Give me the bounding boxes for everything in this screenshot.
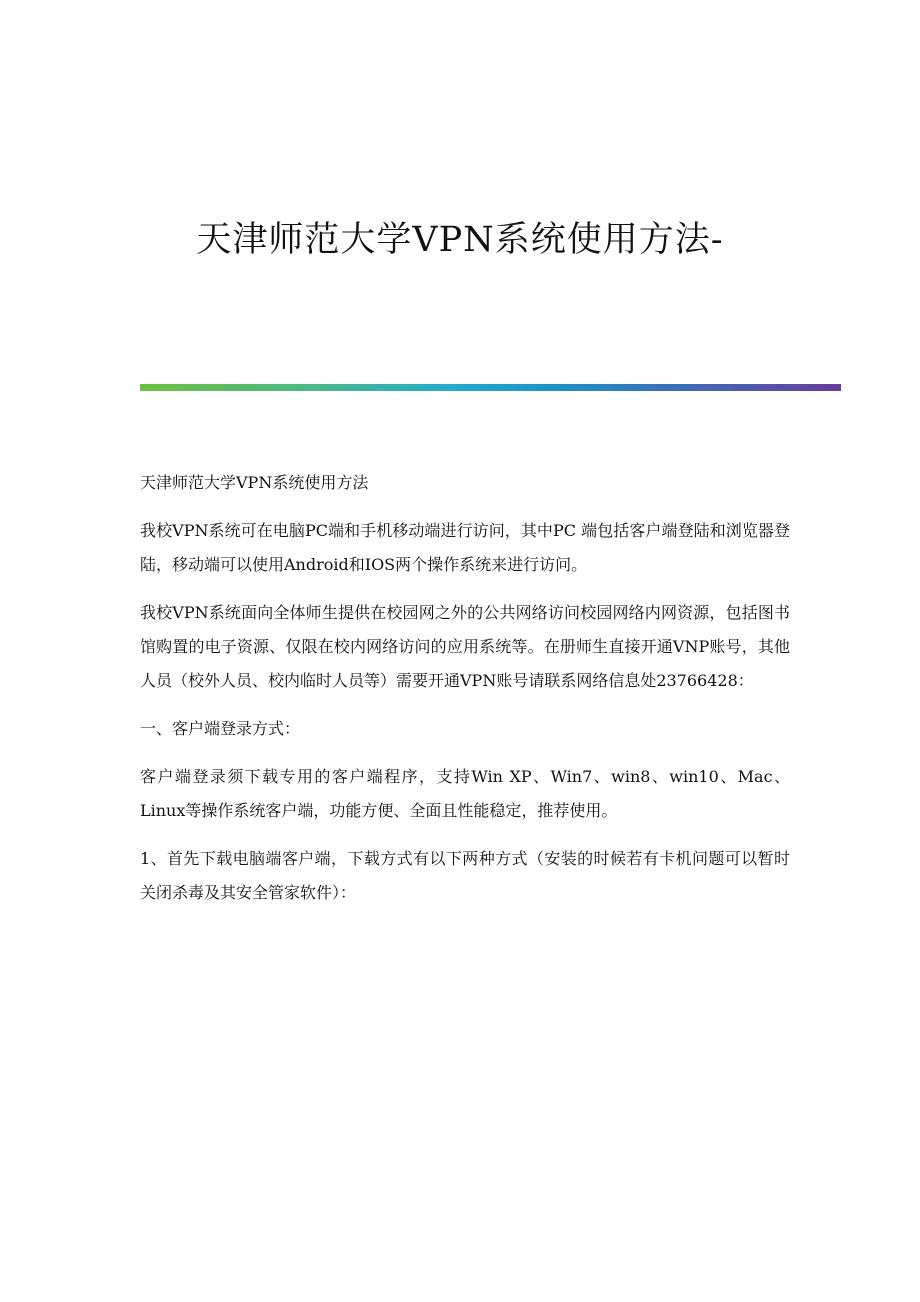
paragraph-download-step: 1、首先下载电脑端客户端，下载方式有以下两种方式（安装的时候若有卡机问题可以暂时关闭杀毒及其安全管家软件）： [140, 849, 790, 902]
paragraph-heading: 天津师范大学VPN系统使用方法 [140, 473, 369, 492]
document-title: 天津师范大学VPN系统使用方法- [196, 220, 724, 260]
paragraph-access-overview: 我校VPN系统可在电脑PC端和手机移动端进行访问，其中PC 端包括客户端登陆和浏览器登陆，移动端可以使用Android和IOS两个操作系统来进行访问。 [140, 521, 790, 574]
section-heading-client-login: 一、客户端登录方式： [140, 719, 301, 738]
title-divider [140, 384, 841, 391]
paragraph-client-description: 客户端登录须下载专用的客户端程序，支持Win XP、Win7、win8、win10、Mac、Linux等操作系统客户端，功能方便、全面且性能稳定，推荐使用。 [140, 767, 790, 820]
paragraph-service-scope: 我校VPN系统面向全体师生提供在校园网之外的公共网络访问校园网络内网资源，包括图书馆购置的电子资源、仅限在校内网络访问的应用系统等。在册师生直接开通VNP账号，其他人员（校外人员、校内临时人员等）需要开通VPN账号请联系网络信息处23766428： [140, 603, 790, 690]
document-body [140, 466, 790, 924]
